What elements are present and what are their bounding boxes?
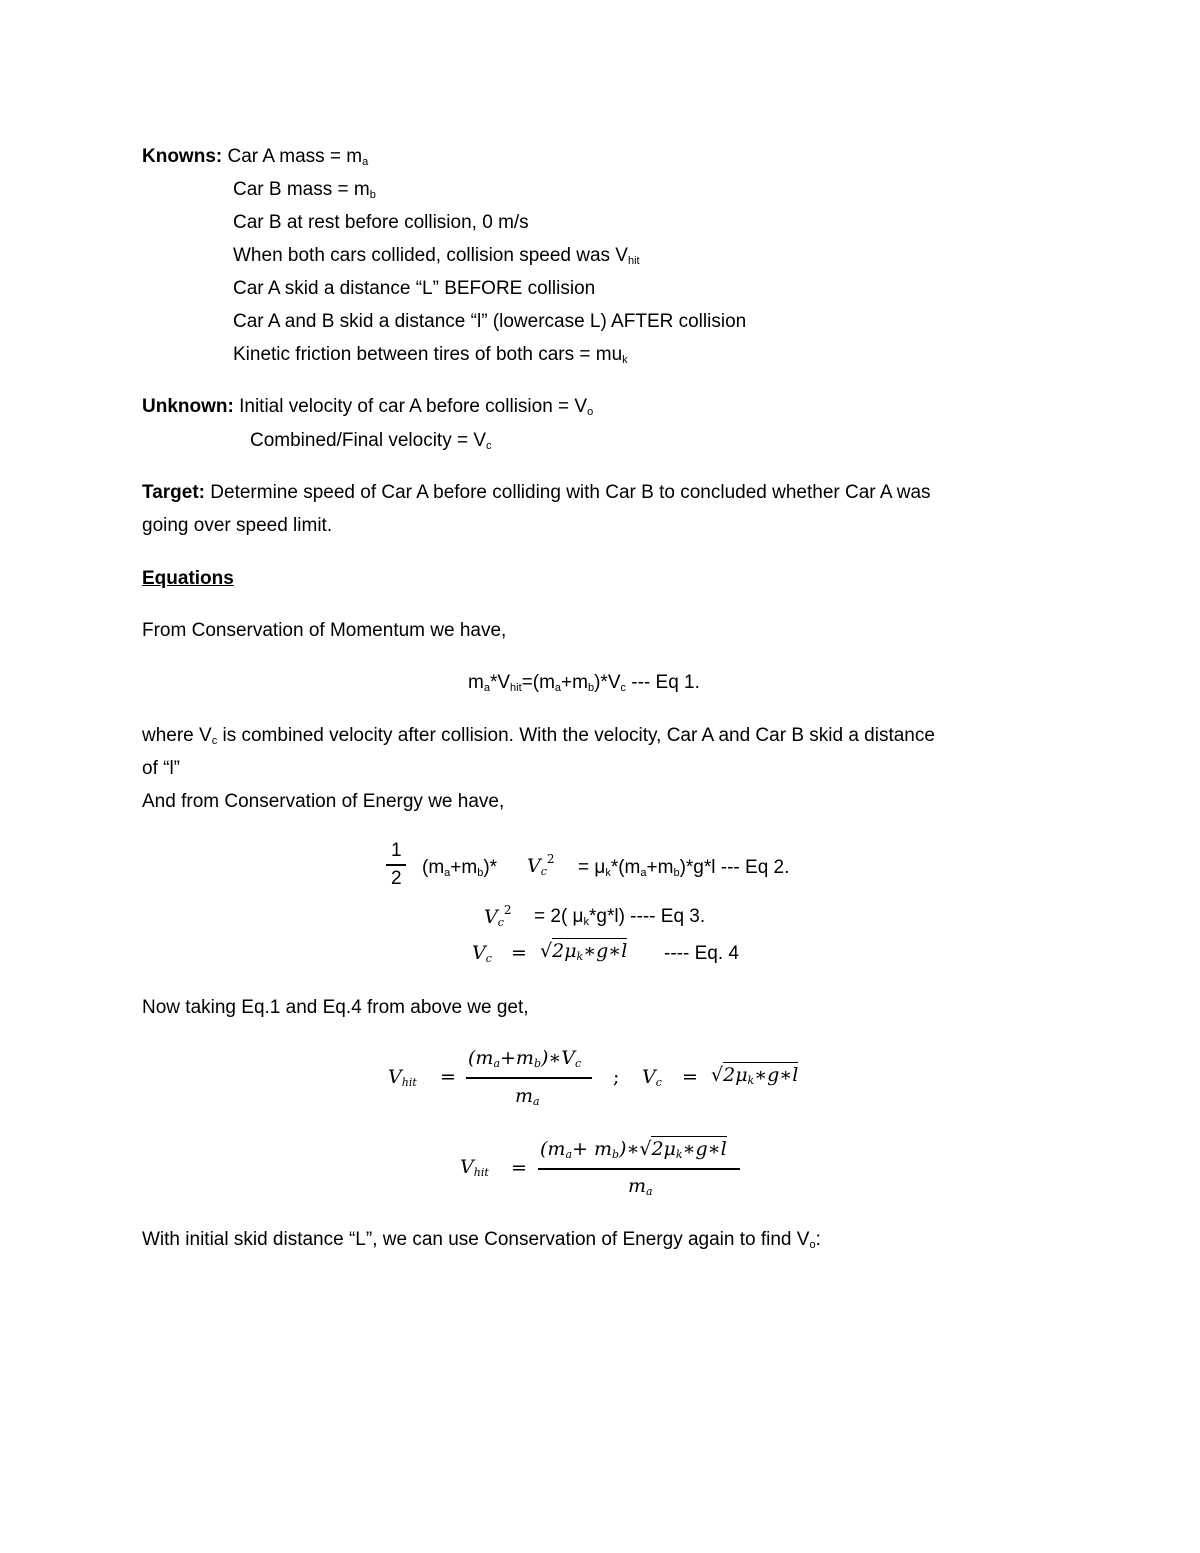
eq-sub: b (673, 867, 680, 879)
equation-4-root (540, 940, 627, 962)
eq-tag: --- Eq 1. (626, 672, 700, 693)
target-label: Target (142, 482, 199, 503)
eq-var: V (484, 906, 498, 928)
eq-sup: 2 (546, 852, 555, 866)
eq-text: +m (450, 857, 478, 878)
eq-text: )*V (594, 672, 621, 693)
eq6-equals: = (511, 1157, 527, 1179)
known-item-row (233, 179, 376, 201)
eq-sub: hit (473, 1166, 489, 1179)
equation-1 (468, 672, 700, 694)
equation-2-rhs (578, 857, 789, 879)
where-line-1 (142, 725, 935, 747)
eq2-vc (527, 852, 555, 878)
eq5-fraction-bar (466, 1077, 592, 1079)
eq-sub: a (554, 682, 562, 694)
eq-sub: a (565, 1148, 572, 1161)
eq-var: V (527, 855, 541, 877)
known-sub: hit (627, 255, 640, 267)
eq-sub: hit (510, 682, 522, 694)
eq-text: 2μ (723, 1064, 748, 1086)
eq-text: = 2( μ (534, 906, 584, 927)
eq5-root (711, 1064, 798, 1086)
eq-text: 2μ (552, 940, 577, 962)
knowns-line-1 (142, 146, 368, 168)
eq-text: +m (646, 857, 674, 878)
unknown-item: Combined/Final velocity = V (250, 430, 487, 451)
eq5-equals-2: = (682, 1066, 698, 1088)
eq-text: ∗g∗l (754, 1064, 799, 1086)
eq4-radicand (552, 938, 627, 962)
known-sub: a (362, 156, 369, 168)
eq-text: = μ (578, 857, 606, 878)
equation-3 (534, 906, 705, 928)
unknown-colon: : (227, 396, 234, 417)
eq-sub: b (587, 682, 595, 694)
where-line-2: of “l” (142, 758, 180, 779)
closing-end: : (815, 1229, 821, 1250)
eq-sub: k (576, 950, 584, 963)
eq4-tag: ---- Eq. 4 (664, 943, 739, 964)
eq-sub: a (493, 1057, 500, 1070)
eq-sub: a (533, 1095, 540, 1108)
momentum-intro: From Conservation of Momentum we have, (142, 620, 507, 641)
known-item: Car A skid a distance “L” BEFORE collision (233, 278, 596, 299)
eq-sub: c (540, 865, 547, 878)
eq-text: ∗g∗l (583, 940, 628, 962)
eq-text: 2μ (651, 1138, 676, 1160)
closing-text: With initial skid distance “L”, we can use Conservation of Energy again to find V (142, 1229, 810, 1250)
now-taking: Now taking Eq.1 and Eq.4 from above we get, (142, 997, 529, 1018)
closing-line (142, 1229, 821, 1251)
eq-text: *(m (610, 857, 641, 878)
known-item: Kinetic friction between tires of both cars = mu (233, 344, 623, 365)
eq4-vc (472, 942, 492, 964)
eq-text: (m (422, 857, 445, 878)
eq-text: *V (489, 672, 511, 693)
known-sub: b (369, 189, 376, 201)
sqrt-icon: √ (540, 940, 553, 962)
eq4-equals: = (511, 942, 527, 964)
eq-text: =(m (521, 672, 555, 693)
knowns-colon: : (215, 146, 223, 167)
target-colon: : (198, 482, 205, 503)
eq-text: + m (572, 1138, 612, 1160)
eq-text: (m (468, 1047, 494, 1069)
unknown-sub: c (486, 440, 492, 452)
closing-sub: o (809, 1239, 816, 1251)
eq6-numerator (540, 1138, 727, 1160)
eq-text: )∗V (540, 1047, 576, 1069)
eq5-equals: = (440, 1066, 456, 1088)
eq-text: m (468, 672, 484, 693)
eq6-fraction-bar (538, 1168, 740, 1170)
eq-text: )∗ (619, 1138, 640, 1160)
eq-text: +m (500, 1047, 534, 1069)
unknown-line-1 (142, 396, 593, 418)
known-item: Car B at rest before collision, 0 m/s (233, 212, 529, 233)
eq-sub: k (675, 1148, 683, 1161)
known-item: Car B mass = m (233, 179, 370, 200)
eq-sub: c (655, 1076, 662, 1089)
equation-2-lhs (422, 857, 497, 879)
energy-intro: And from Conservation of Energy we have, (142, 791, 505, 812)
sqrt-icon: √ (639, 1138, 652, 1160)
eq3-vc (484, 903, 512, 929)
unknown-item-row (250, 430, 492, 452)
eq-sub: b (477, 867, 484, 879)
eq-sub: c (575, 1057, 582, 1070)
known-sub: k (622, 354, 628, 366)
eq-var: V (388, 1066, 402, 1088)
target-text: Determine speed of Car A before colliding with Car B to concluded whether Car A was (210, 482, 931, 503)
sqrt-icon: √ (711, 1064, 724, 1086)
eq-text: )*g*l --- Eq 2. (679, 857, 790, 878)
eq5-radicand (723, 1062, 798, 1086)
eq-sub: b (611, 1148, 620, 1161)
unknown-item: Initial velocity of car A before collision = V (239, 396, 588, 417)
eq-sub: c (620, 682, 626, 694)
eq6-vhit (460, 1156, 489, 1178)
eq6-denominator (628, 1175, 653, 1197)
known-item: Car A mass = m (227, 146, 363, 167)
unknown-label: Unknown (142, 396, 228, 417)
eq6-radicand (651, 1136, 726, 1160)
eq-text: m (515, 1085, 534, 1107)
eq-var: V (472, 942, 486, 964)
equations-heading: Equations (142, 568, 234, 589)
eq2-fraction-den: 2 (391, 868, 402, 889)
eq-text: m (628, 1175, 647, 1197)
eq-sub: a (444, 867, 451, 879)
eq-sub: k (605, 867, 611, 879)
eq5-vc (642, 1066, 662, 1088)
target-line-1 (142, 482, 931, 504)
eq2-fraction-num: 1 (391, 840, 402, 861)
known-item-row (233, 212, 529, 234)
known-item-row (233, 278, 595, 300)
eq-var: V (642, 1066, 656, 1088)
eq5-semicolon: ; (613, 1066, 620, 1088)
eq-sub: c (497, 916, 504, 929)
known-item: Car A and B skid a distance “l” (lowercase L) AFTER collision (233, 311, 747, 332)
target-line-2: going over speed limit. (142, 515, 333, 536)
eq5-numerator (468, 1047, 581, 1069)
eq-text: ∗g∗l (682, 1138, 727, 1160)
known-item-row (233, 245, 640, 267)
where-text: is combined velocity after collision. With the velocity, Car A and Car B skid a distance (217, 725, 935, 746)
eq-text: *g*l) ---- Eq 3. (589, 906, 706, 927)
eq-sub: k (747, 1074, 755, 1087)
eq-sub: a (483, 682, 490, 694)
eq-var: V (460, 1156, 474, 1178)
known-item-row (233, 311, 746, 333)
where-sub: c (211, 735, 218, 747)
where-text: where V (142, 725, 212, 746)
eq5-denominator (515, 1085, 540, 1107)
known-item-row (233, 344, 628, 366)
eq-sub: a (640, 867, 647, 879)
eq2-fraction-bar (386, 864, 406, 866)
unknown-sub: o (587, 406, 594, 418)
eq-text: )* (483, 857, 498, 878)
eq-sup: 2 (503, 903, 512, 917)
eq-sub: hit (401, 1076, 417, 1089)
known-item: When both cars collided, collision speed was V (233, 245, 628, 266)
eq-sub: c (485, 952, 492, 965)
eq-sub: k (583, 916, 589, 928)
knowns-label: Knowns (142, 146, 216, 167)
eq-text: (m (540, 1138, 566, 1160)
eq-sub: b (533, 1057, 541, 1070)
eq-text: +m (561, 672, 588, 693)
eq-sub: a (646, 1185, 653, 1198)
eq5-vhit (388, 1066, 417, 1088)
